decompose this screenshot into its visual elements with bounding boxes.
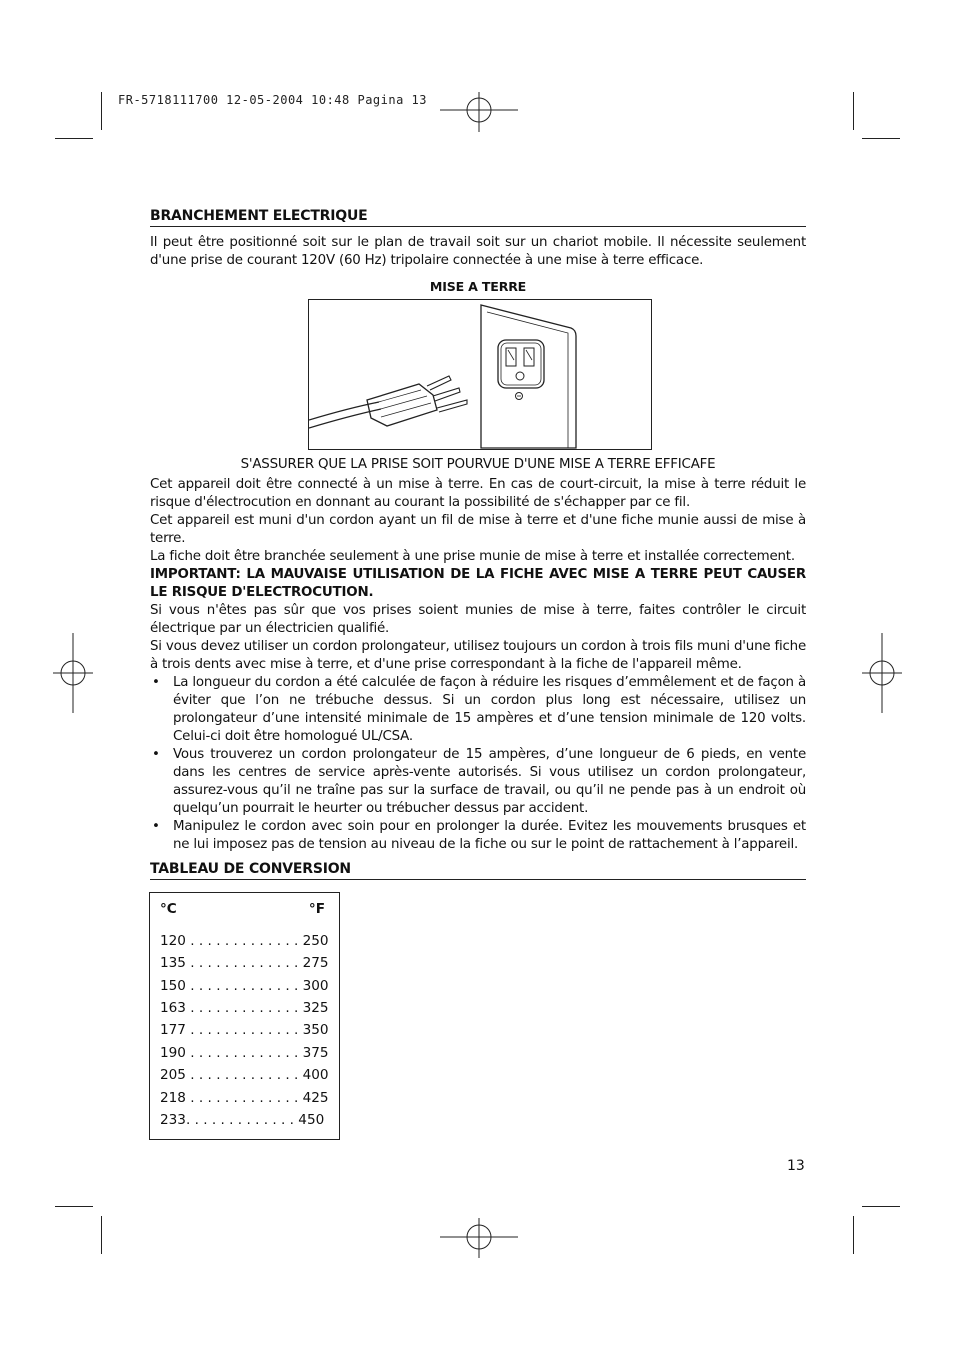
figure-title: MISE A TERRE — [429, 279, 527, 294]
grounding-figure — [308, 299, 652, 450]
table-row: 163 . . . . . . . . . . . . . 325 — [160, 1000, 329, 1016]
table-header — [160, 901, 325, 917]
print-slug: FR-5718111700 12-05-2004 10:48 Pagina 13 — [118, 93, 427, 107]
column-fahrenheit: °F — [308, 901, 325, 917]
figure-caption: S'ASSURER QUE LA PRISE SOIT POURVUE D'UNE MISE A TERRE EFFICAFE — [240, 457, 716, 472]
table-row: 150 . . . . . . . . . . . . . 300 — [160, 978, 329, 994]
table-row: 135 . . . . . . . . . . . . . 275 — [160, 955, 329, 971]
bullet-list — [150, 674, 806, 854]
paragraph-plug: La fiche doit être branchée seulement à une prise munie de mise à terre et installée correctement. — [150, 549, 795, 564]
column-celsius: °C — [160, 901, 177, 917]
section-title-branchement: BRANCHEMENT ELECTRIQUE — [150, 208, 806, 227]
conversion-table — [149, 892, 340, 1140]
paragraph-grounding: Cet appareil doit être connecté à un mise à terre. En cas de court-circuit, la mise à terre réduit le risque d'électrocution en donnant au courant la possibilité de s'échapper par ce fil. — [150, 477, 806, 510]
list-item: • Vous trouverez un cordon prolongateur de 15 ampères, d’une longueur de 6 pieds, en vente dans les centres de service après-vente autorisés. Si vous utilisez un cordon prolongateur, assurez-vous qu’il ne traîne pas sur la surface de travail, ou qu’il ne pende pas à un endroit où quelqu’un pourrait le heurter ou trébucher dessus par accident. — [150, 746, 806, 818]
table-row: 205 . . . . . . . . . . . . . 400 — [160, 1067, 329, 1083]
table-row: 190 . . . . . . . . . . . . . 375 — [160, 1045, 329, 1061]
table-row: 218 . . . . . . . . . . . . . 425 — [160, 1090, 329, 1106]
warning-paragraph: IMPORTANT: LA MAUVAISE UTILISATION DE LA FICHE AVEC MISE A TERRE PEUT CAUSER LE RISQUE D'ELECTROCUTION. — [150, 567, 806, 600]
registration-mark-top-icon — [440, 92, 518, 132]
registration-mark-left-icon — [53, 633, 93, 713]
section-title-conversion: TABLEAU DE CONVERSION — [150, 861, 806, 880]
plug-and-outlet-illustration — [309, 300, 651, 449]
table-row: 177 . . . . . . . . . . . . . 350 — [160, 1022, 329, 1038]
paragraph-cord: Cet appareil est muni d'un cordon ayant un fil de mise à terre et d'une fiche munie aussi de mise à terre. — [150, 513, 806, 546]
registration-mark-right-icon — [862, 633, 902, 713]
list-item: • Manipulez le cordon avec soin pour en prolonger la durée. Evitez les mouvements brusques et ne lui imposez pas de tension au niveau de la fiche ou sur le point de rattachement à l’appareil. — [150, 818, 806, 854]
body-text — [150, 476, 806, 854]
table-row: 233. . . . . . . . . . . . . 450 — [160, 1112, 325, 1128]
paragraph-extension: Si vous devez utiliser un cordon prolongateur, utilisez toujours un cordon à trois fils muni d'une fiche à trois dents avec mise à terre, et d'une prise correspondant à la fiche de l'appareil même. — [150, 639, 806, 672]
page-number: 13 — [787, 1158, 805, 1174]
intro-paragraph: Il peut être positionné soit sur le plan de travail soit sur un chariot mobile. Il nécessite seulement d'une prise de courant 120V (60 Hz) tripolaire connectée à une mise à terre efficace. — [150, 235, 806, 268]
list-item: • La longueur du cordon a été calculée de façon à réduire les risques d’emmêlement et de façon à éviter que l’on ne trébuche dessus. Si un cordon plus long est nécessaire, utilisez un prolongateur d’une intensité minimale de 15 ampères et d’une tension minimale de 120 volts. Celui-ci doit être homologué UL/CSA. — [150, 674, 806, 746]
registration-mark-bottom-icon — [440, 1218, 518, 1258]
table-row: 120 . . . . . . . . . . . . . 250 — [160, 933, 329, 949]
paragraph-electrician: Si vous n'êtes pas sûr que vos prises soient munies de mise à terre, faites contrôler le circuit électrique par un électricien qualifié. — [150, 603, 806, 636]
